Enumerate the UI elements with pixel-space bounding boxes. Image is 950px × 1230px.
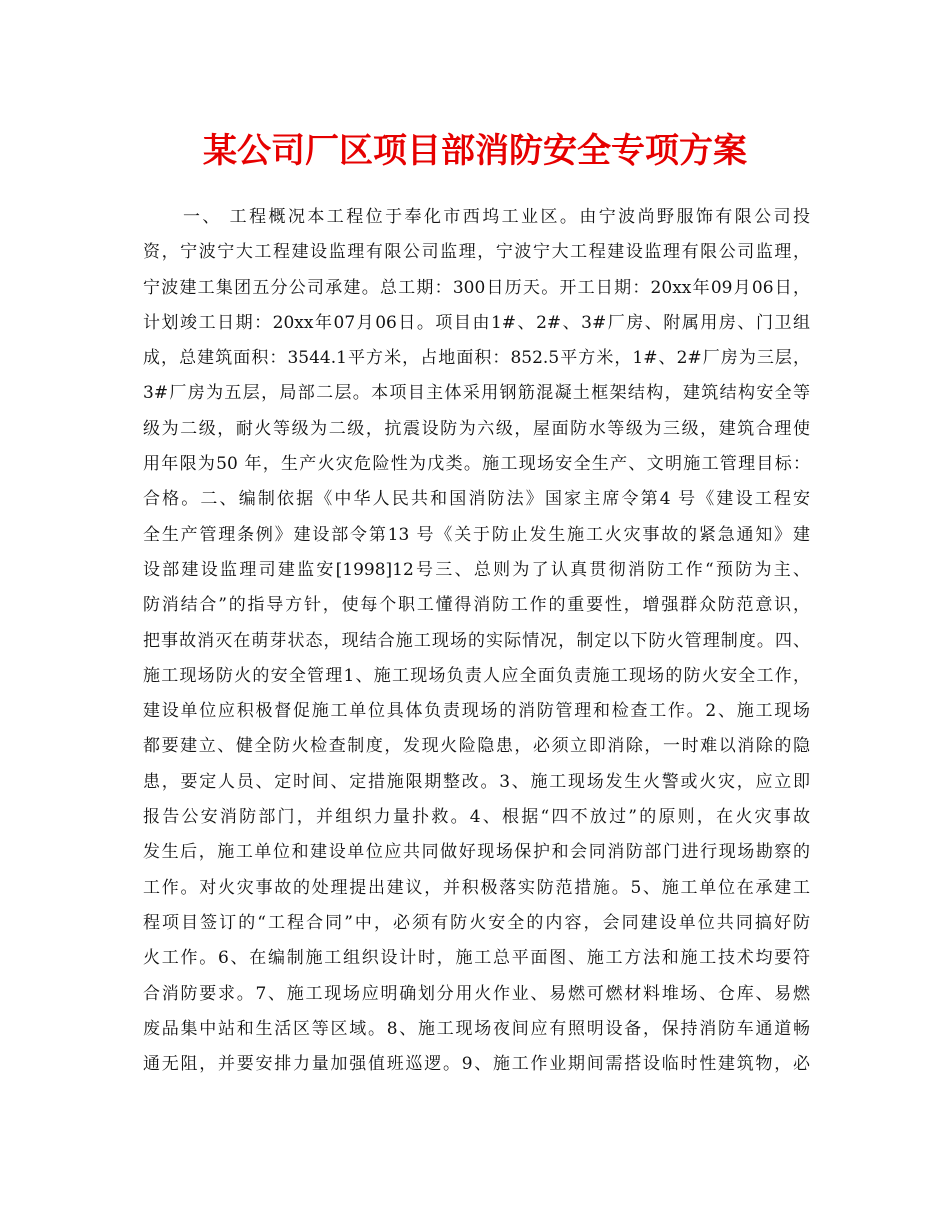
body-line: 施工现场防火的安全管理1、施工现场负责人应全面负责施工现场的防火安全工作， <box>143 665 810 686</box>
body-line: 全生产管理条例》建设部令第13 号《关于防止发生施工火灾事故的紧急通知》建 <box>143 524 810 545</box>
body-line: 建设单位应积极督促施工单位具体负责现场的消防管理和检查工作。2、施工现场 <box>143 701 810 722</box>
body-line: 报告公安消防部门，并组织力量扑救。4、根据“四不放过”的原则，在火灾事故 <box>143 807 810 828</box>
body-line: 都要建立、健全防火检查制度，发现火险隐患，必须立即消除，一时难以消除的隐 <box>143 736 810 757</box>
body-line: 患，要定人员、定时间、定措施限期整改。3、施工现场发生火警或火灾，应立即 <box>143 771 810 792</box>
body-line: 3#厂房为五层，局部二层。本项目主体采用钢筋混凝土框架结构，建筑结构安全等 <box>143 383 810 404</box>
body-line: 废品集中站和生活区等区域。8、施工现场夜间应有照明设备，保持消防车通道畅 <box>143 1018 810 1039</box>
document-body <box>143 200 810 1082</box>
body-line: 一、 工程概况本工程位于奉化市西坞工业区。由宁波尚野服饰有限公司投 <box>183 207 810 227</box>
body-line: 计划竣工日期：20xx年07月06日。项目由1#、2#、3#厂房、附属用房、门卫组 <box>143 312 810 333</box>
body-line: 宁波建工集团五分公司承建。总工期：300日历天。开工日期：20xx年09月06日， <box>143 277 810 298</box>
body-line: 用年限为50 年，生产火灾危险性为戊类。施工现场安全生产、文明施工管理目标： <box>143 454 810 475</box>
body-line: 级为二级，耐火等级为二级，抗震设防为六级，屋面防水等级为三级，建筑合理使 <box>143 418 810 439</box>
body-line: 设部建设监理司建监安[1998]12号三、总则为了认真贯彻消防工作“预防为主、 <box>143 559 810 580</box>
body-line: 发生后，施工单位和建设单位应共同做好现场保护和会同消防部门进行现场勘察的 <box>143 842 810 863</box>
body-line: 合消防要求。7、施工现场应明确划分用火作业、易燃可燃材料堆场、仓库、易燃 <box>143 983 810 1004</box>
body-line: 把事故消灭在萌芽状态，现结合施工现场的实际情况，制定以下防火管理制度。四、 <box>143 630 810 651</box>
body-line: 工作。对火灾事故的处理提出建议，并积极落实防范措施。5、施工单位在承建工 <box>143 877 810 898</box>
body-line: 火工作。6、在编制施工组织设计时，施工总平面图、施工方法和施工技术均要符 <box>143 948 810 969</box>
body-line: 合格。二、编制依据《中华人民共和国消防法》国家主席令第4 号《建设工程安 <box>143 489 810 510</box>
body-line: 成，总建筑面积：3544.1平方米，占地面积：852.5平方米，1#、2#厂房为三层， <box>143 348 810 369</box>
document-title: 某公司厂区项目部消防安全专项方案 <box>203 131 747 171</box>
body-line: 防消结合”的指导方针，使每个职工懂得消防工作的重要性，增强群众防范意识， <box>143 595 810 616</box>
body-line: 通无阻，并要安排力量加强值班巡逻。9、施工作业期间需搭设临时性建筑物，必 <box>143 1054 810 1075</box>
body-line: 资，宁波宁大工程建设监理有限公司监理，宁波宁大工程建设监理有限公司监理， <box>143 242 810 263</box>
body-line: 程项目签订的“工程合同”中，必须有防火安全的内容，会同建设单位共同搞好防 <box>143 912 810 933</box>
